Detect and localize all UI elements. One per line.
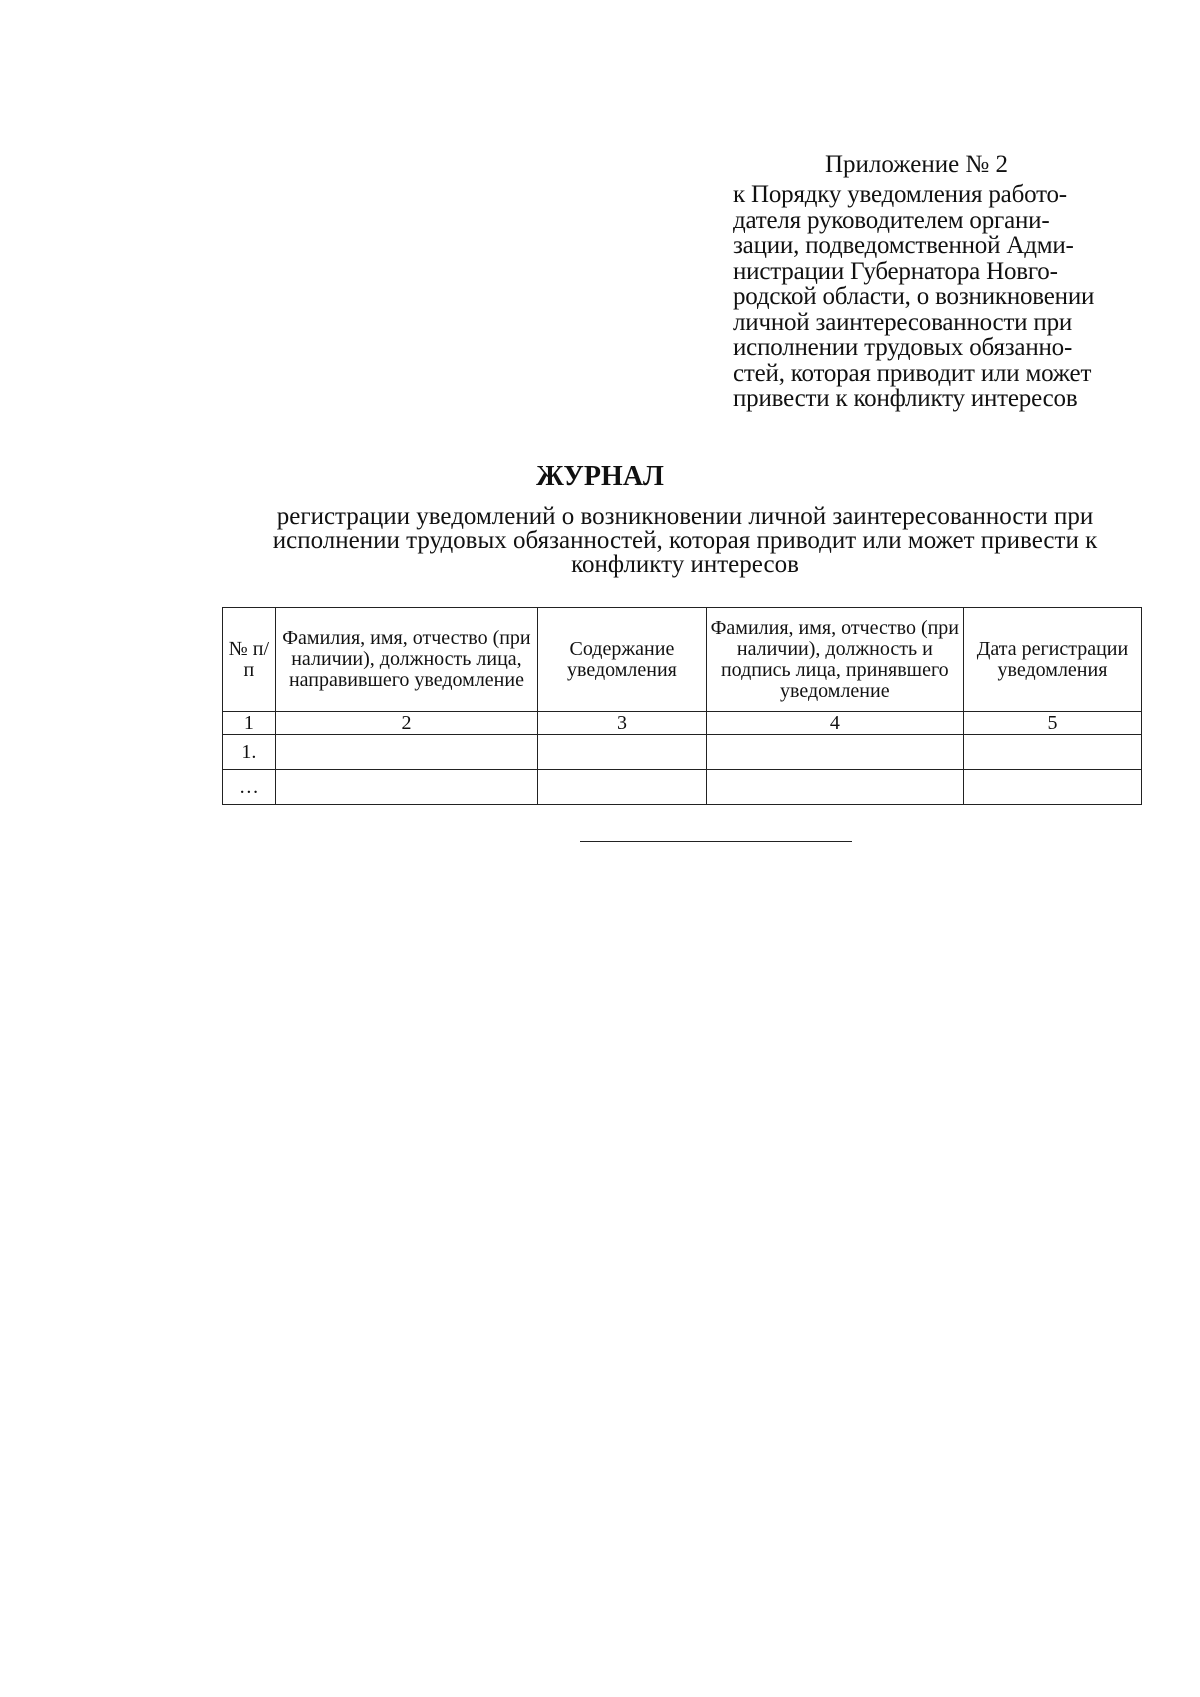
column-number: 1 [223,712,276,735]
table-cell: 1. [223,735,276,770]
column-number: 4 [706,712,963,735]
header-sender-name: Фамилия, имя, отчество (при наличии), должность лица, направившего уведомление [275,608,538,712]
divider-line [580,841,852,842]
table-header-row [223,608,1142,712]
appendix-line: исполнении трудовых обязанно- [733,334,1073,361]
appendix-line: стей, которая приводит или может [733,359,1092,387]
appendix-number: Приложение № 2 [825,151,1009,178]
table-cell [538,770,706,805]
table-row [223,770,1142,805]
table-cell [538,735,706,770]
journal-title: ЖУРНАЛ [536,461,664,492]
table-cell [706,770,963,805]
journal-subtitle-line: исполнении трудовых обязанностей, которая приводит или может привести к [272,527,1098,554]
table-cell [275,770,538,805]
table-row [223,735,1142,770]
column-number: 2 [275,712,538,735]
header-receiver-name: Фамилия, имя, отчество (при наличии), должность и подпись лица, принявшего уведомление [706,608,963,712]
appendix-block [733,150,1133,412]
header-registration-date: Дата регистрации уведомления [963,608,1141,712]
column-numbers-row [223,712,1142,735]
appendix-line: личной заинтересованности при [733,308,1073,336]
journal-subtitle-line: регистрации уведомлений о возникновении личной заинтересованности при [276,503,1094,530]
header-number: № п/п [223,608,276,712]
appendix-line: привести к конфликту интересов [733,385,1078,412]
table-cell [963,770,1141,805]
column-number: 3 [538,712,706,735]
table-cell [706,735,963,770]
table-cell: … [223,770,276,805]
journal-subtitle-line: конфликту интересов [571,551,799,578]
table-cell [275,735,538,770]
column-number: 5 [963,712,1141,735]
header-content: Содержание уведомления [538,608,706,712]
appendix-line: зации, подведомственной Адми- [733,232,1074,259]
journal-table [222,607,1142,805]
appendix-line: дателя руководителем органи- [733,206,1050,234]
appendix-line: нистрации Губернатора Новго- [733,257,1058,285]
appendix-line: родской области, о возникновении [733,283,1095,310]
table-cell [963,735,1141,770]
appendix-line: к Порядку уведомления работо- [733,181,1067,208]
journal-subtitle [225,505,1145,577]
